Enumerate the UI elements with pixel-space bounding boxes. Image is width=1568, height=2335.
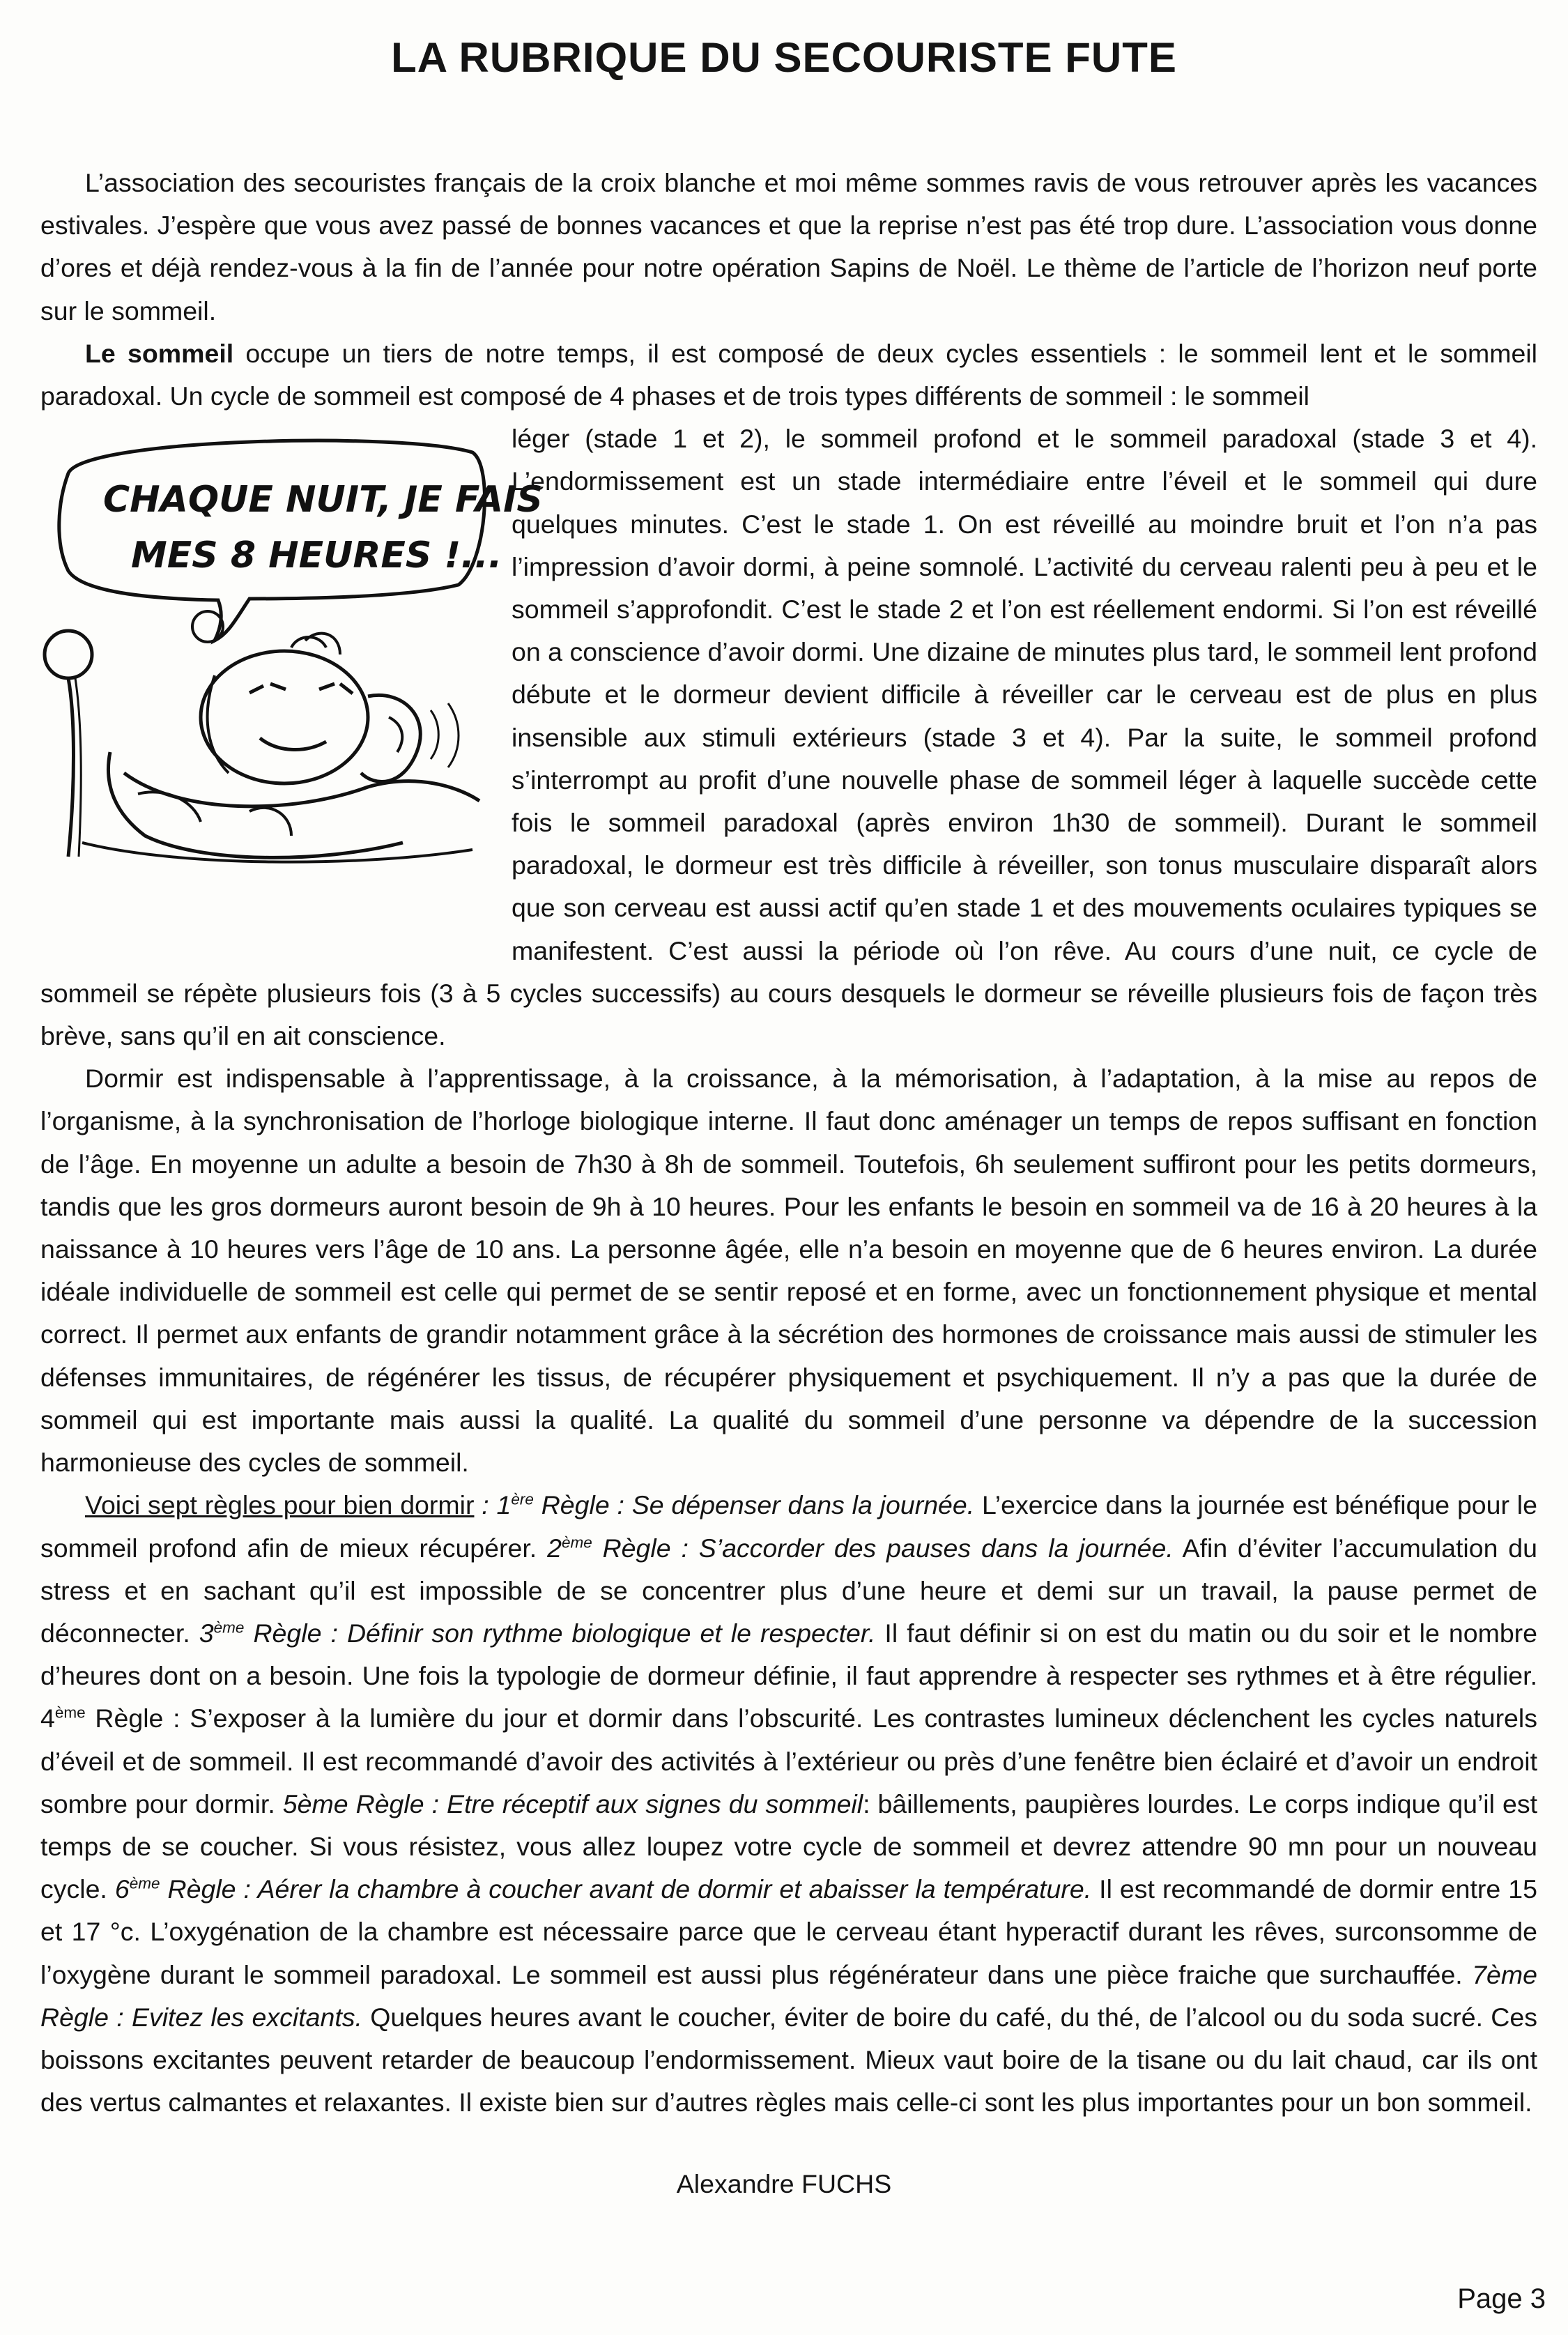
cartoon-illustration bbox=[40, 424, 543, 940]
cartoon-caption-line1: CHAQUE NUIT, JE FAIS bbox=[103, 479, 543, 521]
article-body bbox=[40, 162, 1537, 2124]
sleep-text-b: léger (stade 1 et 2), le sommeil profond et le sommeil paradoxal (stade 3 et 4). L’endormissement est un stade intermédiaire entre l’éveil et le sommeil qui dure quelques minutes. C’est le stade 1. On est réveillé au moindre bruit et l’on n’a pas l’impression d’avoir dormi, à peine somnolé. L’activité du cerveau ralenti peu à peu et le sommeil s’approfondit. C’est le stade 2 et l’on est réellement endormi. Si l’on est réveillé on a conscience d’avoir dormi. Une dizaine de minutes plus tard, le sommeil lent profond débute et le dormeur devient difficile à réveiller car le cerveau est de plus en plus insensible aux stimuli extérieurs (stade 3 et 4). Par la suite, le sommeil profond s’interrompt au profit d’une nouvelle phase de sommeil léger à laquelle succède cette fois le sommeil paradoxal (après environ 1h30 de sommeil). Durant le sommeil paradoxal, le dormeur est très difficile à réveiller, son tonus musculaire disparaît alors que son cerveau est aussi actif qu’en stade 1 et des mouvements oculaires typiques se manifestent. C’est aussi la période où l’on rêve. Au cours d’une nuit, ce cycle de sommeil se répète plusieurs fois (3 à 5 cycles successifs) au cours desquels le dormeur se réveille plusieurs fois de façon très brève, sans qu’il en ait conscience. bbox=[40, 424, 1537, 1051]
rules-intro: Voici sept règles pour bien dormir bbox=[85, 1490, 475, 1520]
rule-7-label: 7ème Règle : Evitez les excitants. bbox=[40, 1959, 1537, 2032]
rule-5-text: : bâillements, paupières lourdes. Le corps indique qu’il est temps de se coucher. Si vous résistez, vous allez loupez votre cycle de sommeil et devrez attendre 90 mn pour un nouveau cycle. bbox=[40, 1789, 1537, 1904]
rule-6-label: Règle : Aérer la chambre à coucher avant de dormir et abaisser la température. bbox=[160, 1874, 1092, 1904]
dormir-paragraph: Dormir est indispensable à l’apprentissage, à la croissance, à la mémorisation, à l’adaptation, à la mise au repos de l’organisme, à la synchronisation de l’horloge biologique interne. Il faut donc aménager un temps de repos suffisant en fonction de l’âge. En moyenne un adulte a besoin de 7h30 à 8h de sommeil. Toutefois, 6h seulement suffiront pour les petits dormeurs, tandis que les gros dormeurs auront besoin de 9h à 10 heures. Pour les enfants le besoin en sommeil va de 16 à 20 heures à la naissance à 10 heures vers l’âge de 10 ans. La personne âgée, elle n’a besoin en moyenne que de 6 heures environ. La durée idéale individuelle de sommeil est celle qui permet de se sentir reposé et en forme, avec un fonctionnement physique et mental correct. Il permet aux enfants de grandir notamment grâce à la sécrétion des hormones de croissance mais aussi de stimuler les défenses immunitaires, de régénérer les tissus, de récupérer physiquement et psychiquement. Il n’y a pas que la durée de sommeil qui est importante mais aussi la qualité. La qualité du sommeil d’une personne va dépendre de la succession harmonieuse des cycles de sommeil. bbox=[40, 1064, 1537, 1478]
cartoon-caption-line2: MES 8 HEURES !... bbox=[131, 535, 502, 577]
rule-1-label: Règle : Se dépenser dans la journée. bbox=[533, 1490, 975, 1520]
rule-7-text: Quelques heures avant le coucher, éviter de boire du café, du thé, de l’alcool ou du soda sucré. Ces boissons excitantes peuvent retarder de beaucoup l’endormissement. Mieux vaut boire de la tisane ou du lait chaud, car ils ont des vertus calmantes et relaxantes. Il existe bien sur d’autres règles mais celle-ci sont les plus importantes pour un bon sommeil. bbox=[40, 2002, 1537, 2118]
rule-2-label: Règle : S’accorder des pauses dans la journée. bbox=[592, 1533, 1174, 1563]
page-number: Page 3 bbox=[1457, 2283, 1546, 2314]
rule-1-text: L’exercice dans la journée est bénéfique pour le sommeil profond afin de mieux récupérer. bbox=[40, 1490, 1537, 1563]
rule-2-sup: ème bbox=[561, 1533, 592, 1551]
rule-6-text: Il est recommandé de dormir entre 15 et 17 °c. L’oxygénation de la chambre est nécessaire parce que le cerveau étant hyperactif durant les rêves, surconsomme de l’oxygène durant le sommeil paradoxal. Le sommeil est aussi plus régénérateur dans une pièce fraiche que surchauffée. bbox=[40, 1874, 1537, 1989]
sleeping-man-icon bbox=[40, 424, 543, 871]
sleep-with-cartoon bbox=[40, 418, 1537, 1057]
author-signature: Alexandre FUCHS bbox=[676, 2169, 892, 2198]
rule-6-number: 6 bbox=[114, 1874, 130, 1904]
rules-paragraph bbox=[40, 1484, 1537, 2124]
sleep-paragraph-start bbox=[40, 332, 1537, 418]
sleep-lead: Le sommeil bbox=[85, 338, 234, 368]
rule-3-sup: ème bbox=[213, 1618, 245, 1637]
rule-4-number: 4 bbox=[40, 1704, 55, 1733]
rule-5-label: 5ème Règle : Etre réceptif aux signes du sommeil bbox=[282, 1789, 863, 1819]
rule-4-sup: ème bbox=[54, 1704, 86, 1722]
rule-3-label: Règle : Définir son rythme biologique et le respecter. bbox=[244, 1618, 876, 1648]
rule-2-text: Afin d’éviter l’accumulation du stress et en sachant qu’il est impossible de se concentrer plus d’une heure et demi sur un travail, la pause permet de déconnecter. bbox=[40, 1533, 1538, 1648]
rule-1-number: 1 bbox=[496, 1490, 512, 1520]
rule-6-sup: ème bbox=[129, 1874, 160, 1892]
rule-3-number: 3 bbox=[199, 1618, 214, 1648]
sleep-text-a: occupe un tiers de notre temps, il est composé de deux cycles essentiels : le sommeil lent et le sommeil paradoxal. Un cycle de sommeil est composé de 4 phases et de trois types différents de sommeil : le sommeil bbox=[40, 338, 1538, 411]
rule-2-number: 2 bbox=[547, 1533, 562, 1563]
rule-1-sup: ère bbox=[511, 1490, 534, 1508]
intro-paragraph: L’association des secouristes français de la croix blanche et moi même sommes ravis de vous retrouver après les vacances estivales. J’espère que vous avez passé de bonnes vacances et que la reprise n’est pas été trop dure. L’association vous donne d’ores et déjà rendez-vous à la fin de l’année pour notre opération Sapins de Noël. Le thème de l’article de l’horizon neuf porte sur le sommeil. bbox=[40, 168, 1537, 326]
rules-colon: : bbox=[474, 1490, 497, 1520]
rule-3-text: Il faut définir si on est du matin ou du soir et le nombre d’heures dont on a besoin. Une fois la typologie de dormeur définie, il faut apprendre à respecter ses rythmes et à être régulier. bbox=[40, 1618, 1538, 1691]
rule-4-text: Règle : S’exposer à la lumière du jour et dormir dans l’obscurité. Les contrastes lumineux déclenchent les cycles naturels d’éveil et de sommeil. Il est recommandé d’avoir des activités à l’extérieur ou près d’une fenêtre bien éclairé et d’avoir un endroit sombre pour dormir. bbox=[40, 1704, 1537, 1819]
page-title: LA RUBRIQUE DU SECOURISTE FUTE bbox=[391, 34, 1177, 81]
